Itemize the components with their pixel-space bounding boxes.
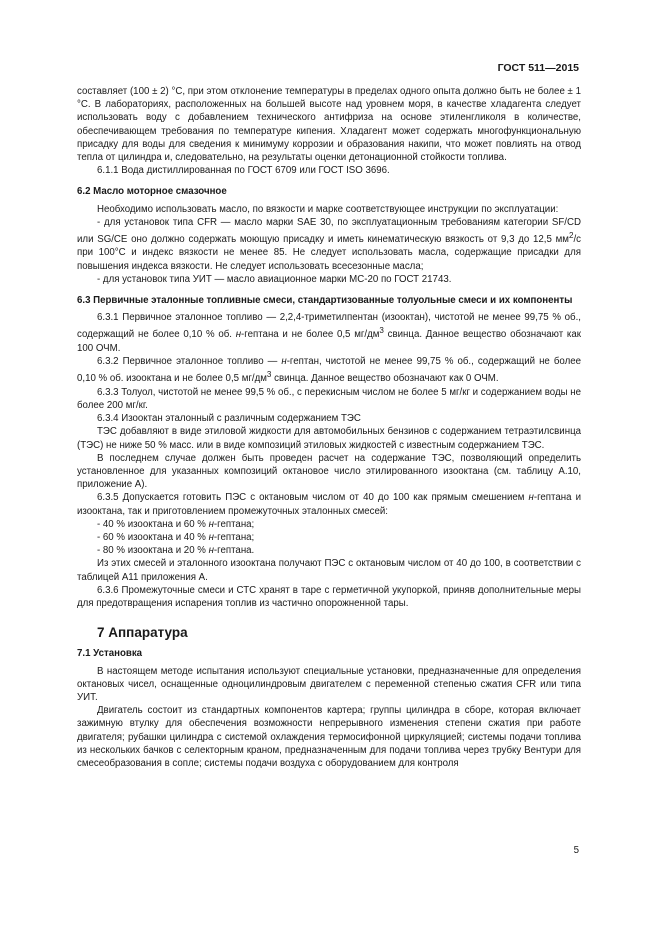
list-item-mix-40: - 40 % изооктана и 60 % н-гептана;: [97, 518, 255, 530]
paragraph-7-1-engine: Двигатель состоит из стандартных компонентов картера; группы цилиндра в сборе, которая включает зажимную втулку для обеспечения возможности непрерывного изменения степени сжатия при работе двигателя; рубашки цилиндра с системой охлаждения термосифонной циркуляцией; системы подачи топлива из нескольких бачков с селекторным краном, предназначенным для подачи топлива через трубку Вентури для смесеобразования в сопле; системы подачи воздуха с оборудованием для контроля: [77, 705, 581, 770]
paragraph-6-3-4-calc: В последнем случае должен быть проведен расчет на содержание ТЭС, позволяющий определить установленное для указанных композиций октановое число этилированного изооктана (см. таблицу А.10, приложение А).: [77, 452, 581, 491]
paragraph-6-3-5-result: Из этих смесей и эталонного изооктана получают ПЭС с октановым числом от 40 до 100, в соответствии с таблицей А11 приложения А.: [77, 558, 581, 583]
section-heading-6-3: 6.3 Первичные эталонные топливные смеси, стандартизованные толуольные смеси и их компоненты: [77, 295, 573, 307]
paragraph-6-3-6: 6.3.6 Промежуточные смеси и СТС хранят в таре с герметичной укупоркой, приняв дополнительные меры для предотвращения испарения топлив из частично опорожненной тары.: [77, 584, 581, 610]
paragraph-7-1-intro: В настоящем методе испытания используют специальные установки, предназначенные для определения октановых чисел, оснащенные одноцилиндровым двигателем с переменной степенью сжатия CFR или типа УИТ.: [77, 665, 581, 704]
list-item-mix-80: - 80 % изооктана и 20 % н-гептана.: [97, 545, 255, 557]
paragraph-6-3-4-tes: ТЭС добавляют в виде этиловой жидкости для автомобильных бензинов с содержанием тетраэтилсвинца (ТЭС) не ниже 50 % масс. или в виде композиций этиловых жидкостей с известным содержанием ТЭС.: [77, 426, 581, 451]
section-heading-7: 7 Аппаратура: [97, 625, 188, 641]
paragraph-6-3-4: 6.3.4 Изооктан эталонный с различным содержанием ТЭС: [97, 413, 361, 425]
document-header: ГОСТ 511—2015: [497, 62, 579, 74]
paragraph-6-3-1: 6.3.1 Первичное эталонное топливо — 2,2,4-триметилпентан (изооктан), чистотой не менее 99,75 % об., содержащий не более 0,10 % об. н-гептана и не более 0,5 $мг/дм^3$ свинца. Данное вещество обозначают как 100 ОЧМ.: [77, 312, 581, 354]
section-heading-7-1: 7.1 Установка: [77, 648, 143, 660]
paragraph-6-3-5: 6.3.5 Допускается готовить ПЭС с октановым числом от 40 до 100 как прямым смешением н-гептана и изооктана, так и приготовлением промежуточных эталонных смесей:: [77, 492, 581, 517]
paragraph-6-3-2: 6.3.2 Первичное эталонное топливо — н-гептан, чистотой не менее 99,75 % об., содержащий не более 0,10 % об. изооктана и не более 0,5 $мг/дм^3$ свинца. Данное вещество обозначают как 0 ОЧМ.: [77, 356, 581, 385]
paragraph-6-2-intro: Необходимо использовать масло, по вязкости и марке соответствующее инструкции по эксплуатации:: [97, 203, 559, 215]
paragraph-coolant: составляет (100 ± 2) °С, при этом отклонение температуры в пределах одного опыта должно быть не более ± 1 °С. В лабораториях, расположенных на большей высоте над уровнем моря, в качестве хладагента следует использовать воду с добавлением технического антифриза на основе этиленгликоля в количестве, обеспечивающем требования по температуре кипения. Хладагент может содержать многофункциональную присадку для воды для сведения к минимуму коррозии и образования накипи, что может повлиять на отвод тепла от цилиндра и, следовательно, на результаты оценки детонационной стойкости топлива.: [77, 86, 581, 164]
page-number: 5: [573, 845, 579, 856]
document-body: [77, 85, 581, 770]
paragraph-6-3-3: 6.3.3 Толуол, чистотой не менее 99,5 % об., с перекисным числом не более 5 мг/кг и содержанием воды не более 200 мг/кг.: [77, 386, 581, 411]
list-item-mix-60: - 60 % изооктана и 40 % н-гептана;: [97, 532, 255, 543]
paragraph-6-2-uit: - для установок типа УИТ — масло авиационное марки МС-20 по ГОСТ 21743.: [97, 273, 452, 285]
paragraph-6-2-cfr: - для установок типа CFR — масло марки SAE 30, по эксплуатационным требованиям категории SF/CD или SG/CE оно должно содержать моющую присадку и иметь кинематическую вязкость от 9,3 до 12,5 $мм^2/с$ при 100°С и индекс вязкости не менее 85. Не следует использовать масла, содержащие присадки для повышения индекса вязкости. Не следует использовать всесезонные масла;: [77, 216, 581, 272]
paragraph-6-1-1: 6.1.1 Вода дистиллированная по ГОСТ 6709 или ГОСТ ISO 3696.: [97, 165, 390, 177]
section-heading-6-2: 6.2 Масло моторное смазочное: [77, 186, 227, 198]
